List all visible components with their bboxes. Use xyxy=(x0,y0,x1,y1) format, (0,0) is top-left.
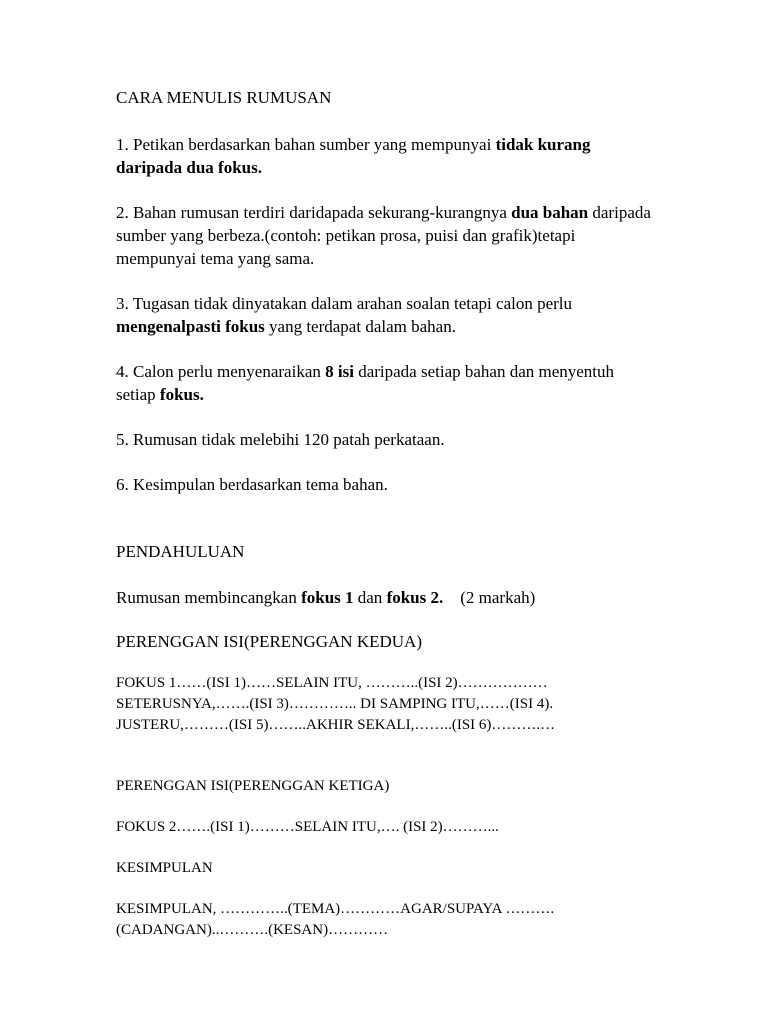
item-4-text-mid: daripada setiap bahan dan menyentuh setiap xyxy=(116,362,615,404)
pendahuluan-marks: (2 markah) xyxy=(443,588,536,607)
item-1-text: 1. Petikan berdasarkan bahan sumber yang mempunyai xyxy=(116,135,496,154)
kesimpulan-line: (CADANGAN)..……….(KESAN)………… xyxy=(116,922,389,938)
perenggan-kedua-line: FOKUS 1……(ISI 1)……SELAIN ITU, ………..(ISI 2)……………… xyxy=(116,675,548,691)
pendahuluan-text xyxy=(116,586,656,609)
perenggan-ketiga-heading: PERENGGAN ISI(PERENGGAN KETIGA) xyxy=(116,778,390,794)
item-4 xyxy=(116,360,656,406)
item-3-text-end: yang terdapat dalam bahan. xyxy=(264,317,456,336)
pendahuluan-heading: PENDAHULUAN xyxy=(116,542,245,561)
document-body xyxy=(116,86,656,941)
item-2-bold: dua bahan xyxy=(511,203,589,222)
item-4-bold-end: fokus. xyxy=(159,385,204,404)
item-1 xyxy=(116,133,656,179)
kesimpulan-line: KESIMPULAN, …………..(TEMA)…………AGAR/SUPAYA ………. xyxy=(116,901,555,917)
perenggan-ketiga-line: FOKUS 2…….(ISI 1)………SELAIN ITU,…. (ISI 2)………... xyxy=(116,819,499,835)
pendahuluan-bold-2: fokus 2. xyxy=(386,588,444,607)
item-4-bold: 8 isi xyxy=(325,362,354,381)
pendahuluan-text-1: Rumusan membincangkan xyxy=(116,588,302,607)
item-3 xyxy=(116,292,656,338)
item-1-bold: tidak kurang daripada dua fokus. xyxy=(116,135,591,177)
perenggan-kedua-line: JUSTERU,………(ISI 5)……..AKHIR SEKALI,……..(ISI 6)……….… xyxy=(116,717,556,733)
document-title: CARA MENULIS RUMUSAN xyxy=(116,88,332,107)
item-2-text: 2. Bahan rumusan terdiri daridapada sekurang-kurangnya xyxy=(116,203,512,222)
item-5: 5. Rumusan tidak melebihi 120 patah perkataan. xyxy=(116,430,445,449)
perenggan-kedua-heading: PERENGGAN ISI(PERENGGAN KEDUA) xyxy=(116,632,422,651)
item-6: 6. Kesimpulan berdasarkan tema bahan. xyxy=(116,475,388,494)
kesimpulan-body xyxy=(116,899,656,941)
item-2-text-end: daripada sumber yang berbeza.(contoh: petikan prosa, puisi dan grafik)tetapi mempunyai tema yang sama. xyxy=(116,203,651,268)
item-3-bold: mengenalpasti fokus xyxy=(116,317,265,336)
item-4-text: 4. Calon perlu menyenaraikan xyxy=(116,362,326,381)
kesimpulan-heading: KESIMPULAN xyxy=(116,860,213,876)
perenggan-kedua-body xyxy=(116,673,656,736)
item-3-text: 3. Tugasan tidak dinyatakan dalam arahan soalan tetapi calon perlu xyxy=(116,294,573,313)
perenggan-kedua-line: SETERUSNYA,…….(ISI 3)………….. DI SAMPING ITU,……(ISI 4). xyxy=(116,696,554,712)
pendahuluan-text-2: dan xyxy=(353,588,387,607)
pendahuluan-bold-1: fokus 1 xyxy=(301,588,354,607)
item-2 xyxy=(116,201,656,270)
